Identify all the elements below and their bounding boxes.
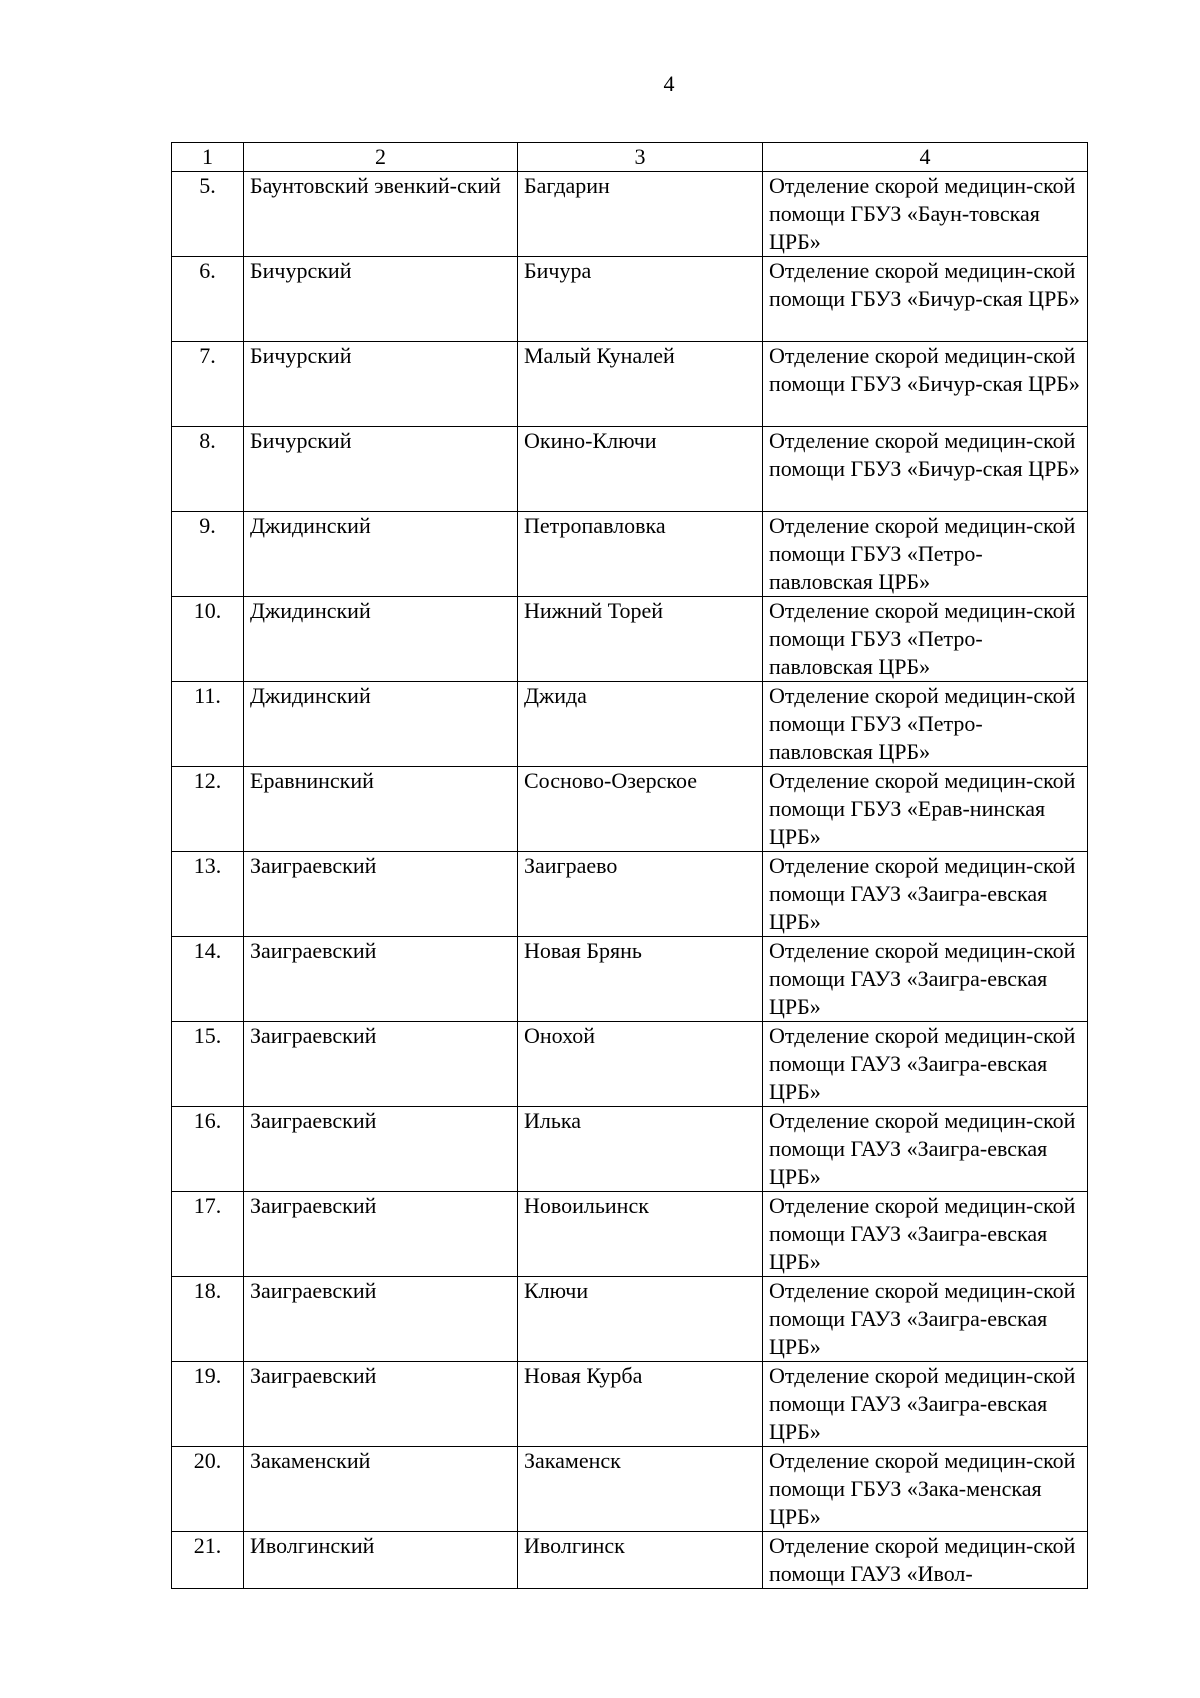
settlement-cell: Ключи [518,1277,763,1362]
facility-cell: Отделение скорой медицин-ской помощи ГАУЗ «Заигра-евская ЦРБ» [763,937,1088,1022]
facility-cell: Отделение скорой медицин-ской помощи ГБУЗ «Зака-менская ЦРБ» [763,1447,1088,1532]
row-number-cell: 16. [172,1107,244,1192]
column-header: 2 [244,143,518,172]
row-number-cell: 5. [172,172,244,257]
row-number-cell: 11. [172,682,244,767]
row-number-cell: 13. [172,852,244,937]
district-cell: Еравнинский [244,767,518,852]
table-row [172,1362,1088,1447]
column-header: 3 [518,143,763,172]
facility-cell: Отделение скорой медицин-ской помощи ГБУЗ «Бичур-ская ЦРБ» [763,257,1088,342]
settlement-cell: Сосново-Озерское [518,767,763,852]
row-number-cell: 21. [172,1532,244,1589]
district-cell: Заиграевский [244,1107,518,1192]
table-row [172,852,1088,937]
settlement-cell: Новоильинск [518,1192,763,1277]
facility-cell: Отделение скорой медицин-ской помощи ГБУЗ «Бичур-ская ЦРБ» [763,427,1088,512]
table-row [172,682,1088,767]
table-row [172,767,1088,852]
row-number-cell: 12. [172,767,244,852]
row-number-cell: 18. [172,1277,244,1362]
district-cell: Джидинский [244,512,518,597]
settlement-cell: Заиграево [518,852,763,937]
table-row [172,427,1088,512]
table-row [172,1107,1088,1192]
settlement-cell: Петропавловка [518,512,763,597]
table-row [172,1532,1088,1589]
facility-cell: Отделение скорой медицин-ской помощи ГАУЗ «Заигра-евская ЦРБ» [763,1107,1088,1192]
district-cell: Джидинский [244,597,518,682]
table-row [172,1192,1088,1277]
settlement-cell: Илька [518,1107,763,1192]
table-row [172,512,1088,597]
settlement-cell: Багдарин [518,172,763,257]
table-row [172,257,1088,342]
table-body [172,172,1088,1589]
row-number-cell: 9. [172,512,244,597]
facilities-table [171,142,1088,1589]
settlement-cell: Бичура [518,257,763,342]
district-cell: Заиграевский [244,937,518,1022]
district-cell: Заиграевский [244,852,518,937]
district-cell: Закаменский [244,1447,518,1532]
district-cell: Заиграевский [244,1022,518,1107]
facility-cell: Отделение скорой медицин-ской помощи ГБУЗ «Ерав-нинская ЦРБ» [763,767,1088,852]
row-number-cell: 20. [172,1447,244,1532]
settlement-cell: Онохой [518,1022,763,1107]
table-row [172,597,1088,682]
settlement-cell: Окино-Ключи [518,427,763,512]
column-header: 1 [172,143,244,172]
table-row [172,1022,1088,1107]
row-number-cell: 8. [172,427,244,512]
district-cell: Бичурский [244,342,518,427]
row-number-cell: 10. [172,597,244,682]
facility-cell: Отделение скорой медицин-ской помощи ГБУЗ «Петро-павловская ЦРБ» [763,682,1088,767]
table-row [172,342,1088,427]
facility-cell: Отделение скорой медицин-ской помощи ГБУЗ «Петро-павловская ЦРБ» [763,512,1088,597]
row-number-cell: 7. [172,342,244,427]
district-cell: Заиграевский [244,1277,518,1362]
row-number-cell: 19. [172,1362,244,1447]
facility-cell: Отделение скорой медицин-ской помощи ГАУЗ «Заигра-евская ЦРБ» [763,1022,1088,1107]
facility-cell: Отделение скорой медицин-ской помощи ГБУЗ «Баун-товская ЦРБ» [763,172,1088,257]
facility-cell: Отделение скорой медицин-ской помощи ГБУЗ «Петро-павловская ЦРБ» [763,597,1088,682]
table-row [172,172,1088,257]
row-number-cell: 6. [172,257,244,342]
settlement-cell: Нижний Торей [518,597,763,682]
row-number-cell: 14. [172,937,244,1022]
column-header: 4 [763,143,1088,172]
district-cell: Бичурский [244,427,518,512]
facility-cell: Отделение скорой медицин-ской помощи ГАУЗ «Заигра-евская ЦРБ» [763,1362,1088,1447]
district-cell: Бичурский [244,257,518,342]
table-row [172,1447,1088,1532]
settlement-cell: Новая Курба [518,1362,763,1447]
district-cell: Заиграевский [244,1362,518,1447]
table-row [172,1277,1088,1362]
settlement-cell: Малый Куналей [518,342,763,427]
facility-cell: Отделение скорой медицин-ской помощи ГАУЗ «Заигра-евская ЦРБ» [763,1192,1088,1277]
facility-cell: Отделение скорой медицин-ской помощи ГАУЗ «Ивол- [763,1532,1088,1589]
table-row [172,937,1088,1022]
row-number-cell: 15. [172,1022,244,1107]
facility-cell: Отделение скорой медицин-ской помощи ГАУЗ «Заигра-евская ЦРБ» [763,1277,1088,1362]
facility-cell: Отделение скорой медицин-ской помощи ГАУЗ «Заигра-евская ЦРБ» [763,852,1088,937]
district-cell: Иволгинский [244,1532,518,1589]
district-cell: Джидинский [244,682,518,767]
district-cell: Заиграевский [244,1192,518,1277]
settlement-cell: Джида [518,682,763,767]
settlement-cell: Иволгинск [518,1532,763,1589]
page-number: 4 [663,71,675,96]
settlement-cell: Новая Брянь [518,937,763,1022]
row-number-cell: 17. [172,1192,244,1277]
settlement-cell: Закаменск [518,1447,763,1532]
facility-cell: Отделение скорой медицин-ской помощи ГБУЗ «Бичур-ская ЦРБ» [763,342,1088,427]
district-cell: Баунтовский эвенкий-ский [244,172,518,257]
table-header-row [172,143,1088,172]
